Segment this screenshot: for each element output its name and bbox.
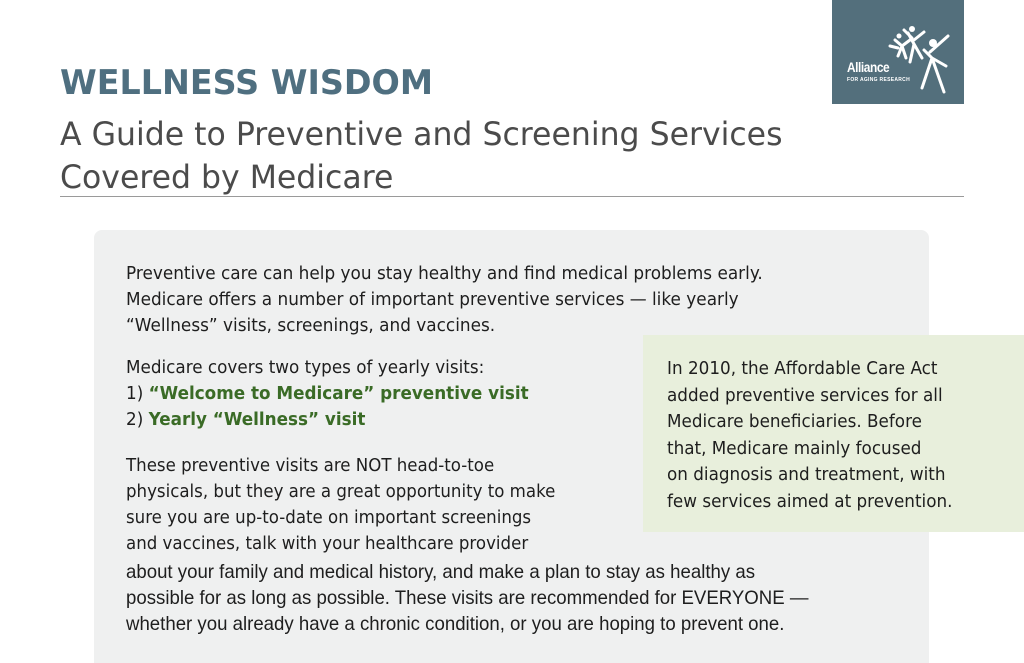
text-line: about your family and medical history, and make a plan to stay as healthy as bbox=[126, 561, 756, 583]
logo-subtitle: FOR AGING RESEARCH bbox=[847, 77, 910, 83]
dancing-figures-icon bbox=[832, 0, 964, 104]
alliance-logo bbox=[832, 0, 964, 104]
callout-text bbox=[667, 356, 952, 515]
aca-callout-box bbox=[643, 335, 1024, 532]
text-line: possible for as long as possible. These visits are recommended for EVERYONE — bbox=[126, 587, 809, 609]
text-line: In 2010, the Affordable Care Act bbox=[667, 359, 938, 379]
logo-name: Alliance bbox=[847, 59, 890, 75]
text-line: few services aimed at prevention. bbox=[667, 491, 953, 512]
text-line: whether you already have a chronic condition, or you are hoping to prevent one. bbox=[126, 613, 785, 635]
body-paragraph-wide bbox=[126, 559, 808, 637]
visit-label: Yearly “Wellness” visit bbox=[148, 410, 366, 430]
intro-paragraph bbox=[126, 261, 763, 339]
title-divider bbox=[60, 196, 964, 197]
title-line: Covered by Medicare bbox=[60, 158, 394, 196]
list-item bbox=[126, 407, 529, 433]
page-title bbox=[60, 113, 782, 199]
list-number: 2) bbox=[126, 410, 149, 430]
list-item bbox=[126, 381, 529, 407]
text-line: on diagnosis and treatment, with bbox=[667, 465, 946, 485]
text-line: “Wellness” visits, screenings, and vaccines. bbox=[126, 316, 496, 336]
text-line: Medicare beneficiaries. Before bbox=[667, 412, 922, 432]
visit-label: “Welcome to Medicare” preventive visit bbox=[148, 384, 529, 404]
visit-types-list bbox=[126, 355, 529, 433]
text-line: and vaccines, talk with your healthcare provider bbox=[126, 534, 529, 554]
text-line: sure you are up-to-date on important screenings bbox=[126, 508, 532, 528]
text-line: physicals, but they are a great opportunity to make bbox=[126, 482, 556, 502]
text-line: These preventive visits are NOT head-to-toe bbox=[126, 456, 495, 476]
text-line: Preventive care can help you stay healthy and find medical problems early. bbox=[126, 264, 763, 284]
text-line: that, Medicare mainly focused bbox=[667, 438, 922, 459]
text-line: added preventive services for all bbox=[667, 385, 943, 406]
title-line: A Guide to Preventive and Screening Services bbox=[60, 115, 783, 153]
list-number: 1) bbox=[126, 384, 149, 404]
body-paragraph-narrow bbox=[126, 453, 555, 557]
series-kicker: WELLNESS WISDOM bbox=[60, 63, 434, 103]
visits-intro: Medicare covers two types of yearly visits: bbox=[126, 358, 485, 378]
text-line: Medicare offers a number of important preventive services — like yearly bbox=[126, 290, 739, 310]
